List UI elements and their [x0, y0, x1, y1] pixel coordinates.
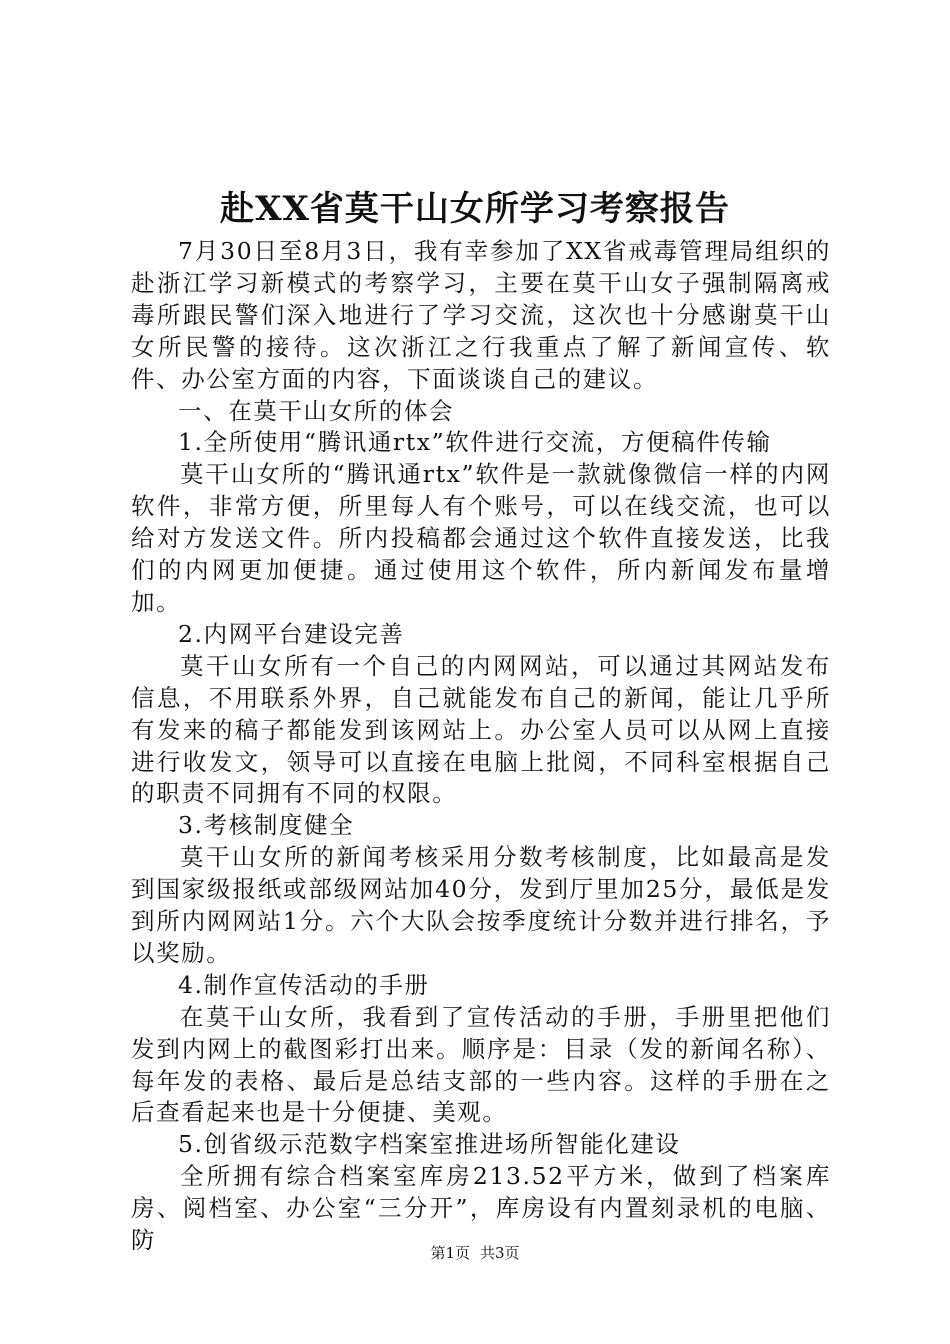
item-heading-5: 5.创省级示范数字档案室推进场所智能化建设 — [178, 1130, 681, 1159]
page-footer — [0, 1243, 950, 1263]
section-heading: 一、在莫干山女所的体会 — [178, 396, 455, 425]
item-heading-4: 4.制作宣传活动的手册 — [178, 970, 430, 999]
document-body — [131, 236, 831, 1257]
item-heading-3: 3.考核制度健全 — [178, 811, 355, 840]
item-body-4: 在莫干山女所，我看到了宣传活动的手册，手册里把他们发到内网上的截图彩打出来。顺序是：目录（发的新闻名称）、每年发的表格、最后是总结支部的一些内容。这样的手册在之后查看起来也是十分便捷、美观。 — [131, 1002, 831, 1127]
document-title: 赴XX省莫干山女所学习考察报告 — [220, 189, 730, 229]
intro-paragraph: 7月30日至8月3日，我有幸参加了XX省戒毒管理局组织的赴浙江学习新模式的考察学习，主要在莫干山女子强制隔离戒毒所跟民警们深入地进行了学习交流，这次也十分感谢莫干山女所民警的接待。这次浙江之行我重点了解了新闻宣传、软件、办公室方面的内容，下面谈谈自己的建议。 — [131, 237, 831, 393]
item-body-3: 莫干山女所的新闻考核采用分数考核制度，比如最高是发到国家级报纸或部级网站加40分，发到厅里加25分，最低是发到所内网网站1分。六个大队会按季度统计分数并进行排名，予以奖励。 — [131, 843, 831, 967]
item-heading-1: 1.全所使用“腾讯通rtx”软件进行交流，方便稿件传输 — [178, 428, 772, 457]
item-body-1: 莫干山女所的“腾讯通rtx”软件是一款就像微信一样的内网软件，非常方便，所里每人有个账号，可以在线交流，也可以给对方发送文件。所内投稿都会通过这个软件直接发送，比我们的内网更加便捷。通过使用这个软件，所内新闻发布量增加。 — [131, 460, 831, 616]
item-body-5: 全所拥有综合档案室库房213.52平方米，做到了档案库房、阅档室、办公室“三分开”，库房设有内置刻录机的电脑、防 — [131, 1162, 831, 1255]
item-body-2: 莫干山女所有一个自己的内网网站，可以通过其网站发布信息，不用联系外界，自己就能发布自己的新闻，能让几乎所有发来的稿子都能发到该网站上。办公室人员可以从网上直接进行收发文，领导可以直接在电脑上批阅，不同科室根据自己的职责不同拥有不同的权限。 — [131, 651, 831, 808]
item-heading-2: 2.内网平台建设完善 — [178, 619, 405, 648]
page-total: 共3页 — [480, 1244, 520, 1262]
page-number: 第1页 — [430, 1244, 470, 1262]
